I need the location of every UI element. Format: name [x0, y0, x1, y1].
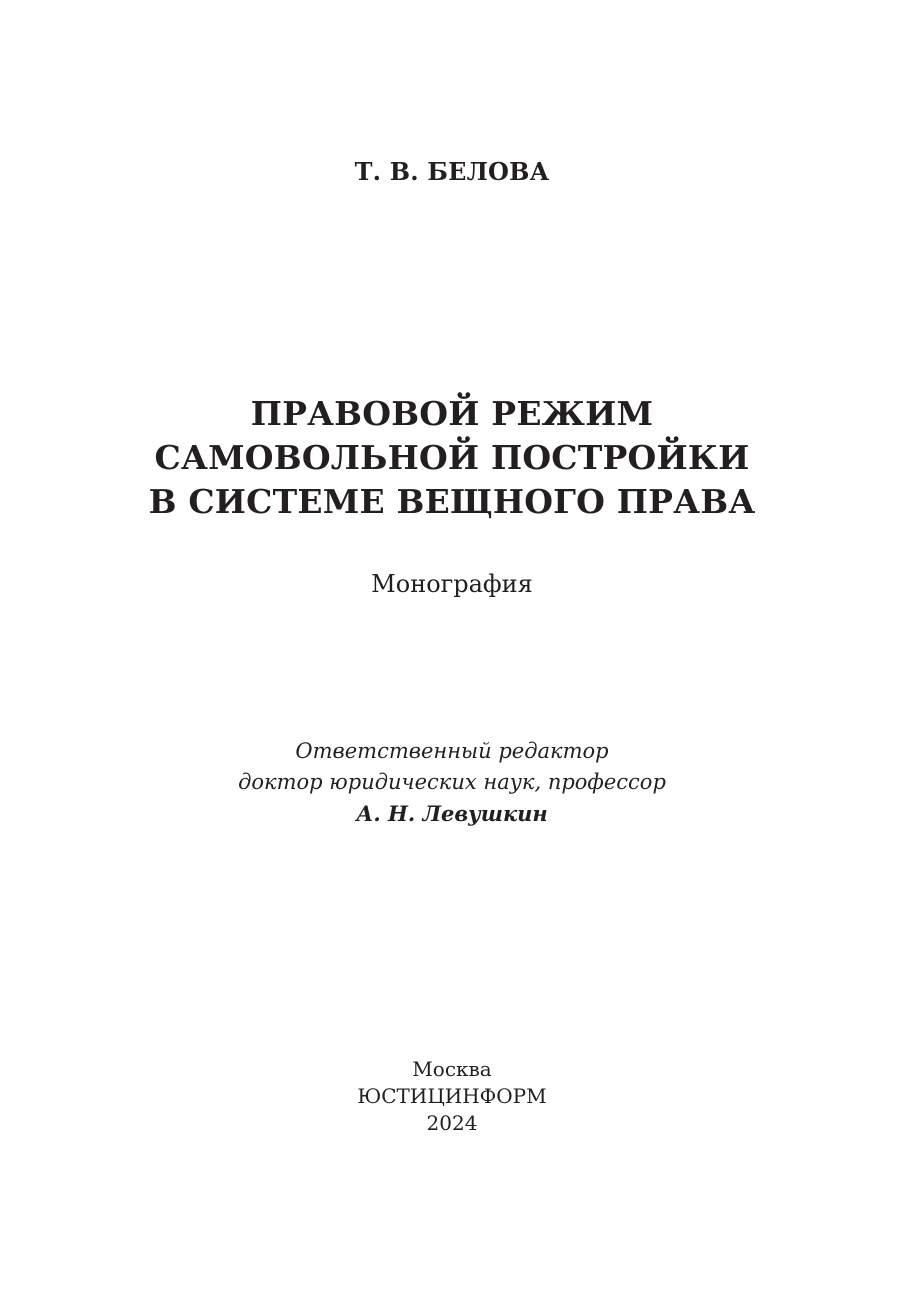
editor-block	[0, 736, 904, 829]
book-title-line-1: ПРАВОВОЙ РЕЖИМ	[250, 394, 654, 433]
editor-credentials: доктор юридических наук, профессор	[238, 770, 666, 794]
imprint-publisher: ЮСТИЦИНФОРМ	[357, 1084, 547, 1108]
imprint-city: Москва	[412, 1057, 492, 1081]
editor-name: А. Н. Левушкин	[356, 801, 548, 826]
author-name: Т. В. БЕЛОВА	[354, 157, 550, 186]
editor-role: Ответственный редактор	[295, 739, 609, 763]
book-title-line-2: САМОВОЛЬНОЙ ПОСТРОЙКИ	[154, 438, 750, 477]
book-genre: Монография	[371, 570, 533, 598]
imprint-block	[0, 1056, 904, 1137]
imprint-year: 2024	[426, 1111, 478, 1135]
book-title-line-3: В СИСТЕМЕ ВЕЩНОГО ПРАВА	[148, 482, 756, 521]
book-title	[0, 392, 904, 524]
